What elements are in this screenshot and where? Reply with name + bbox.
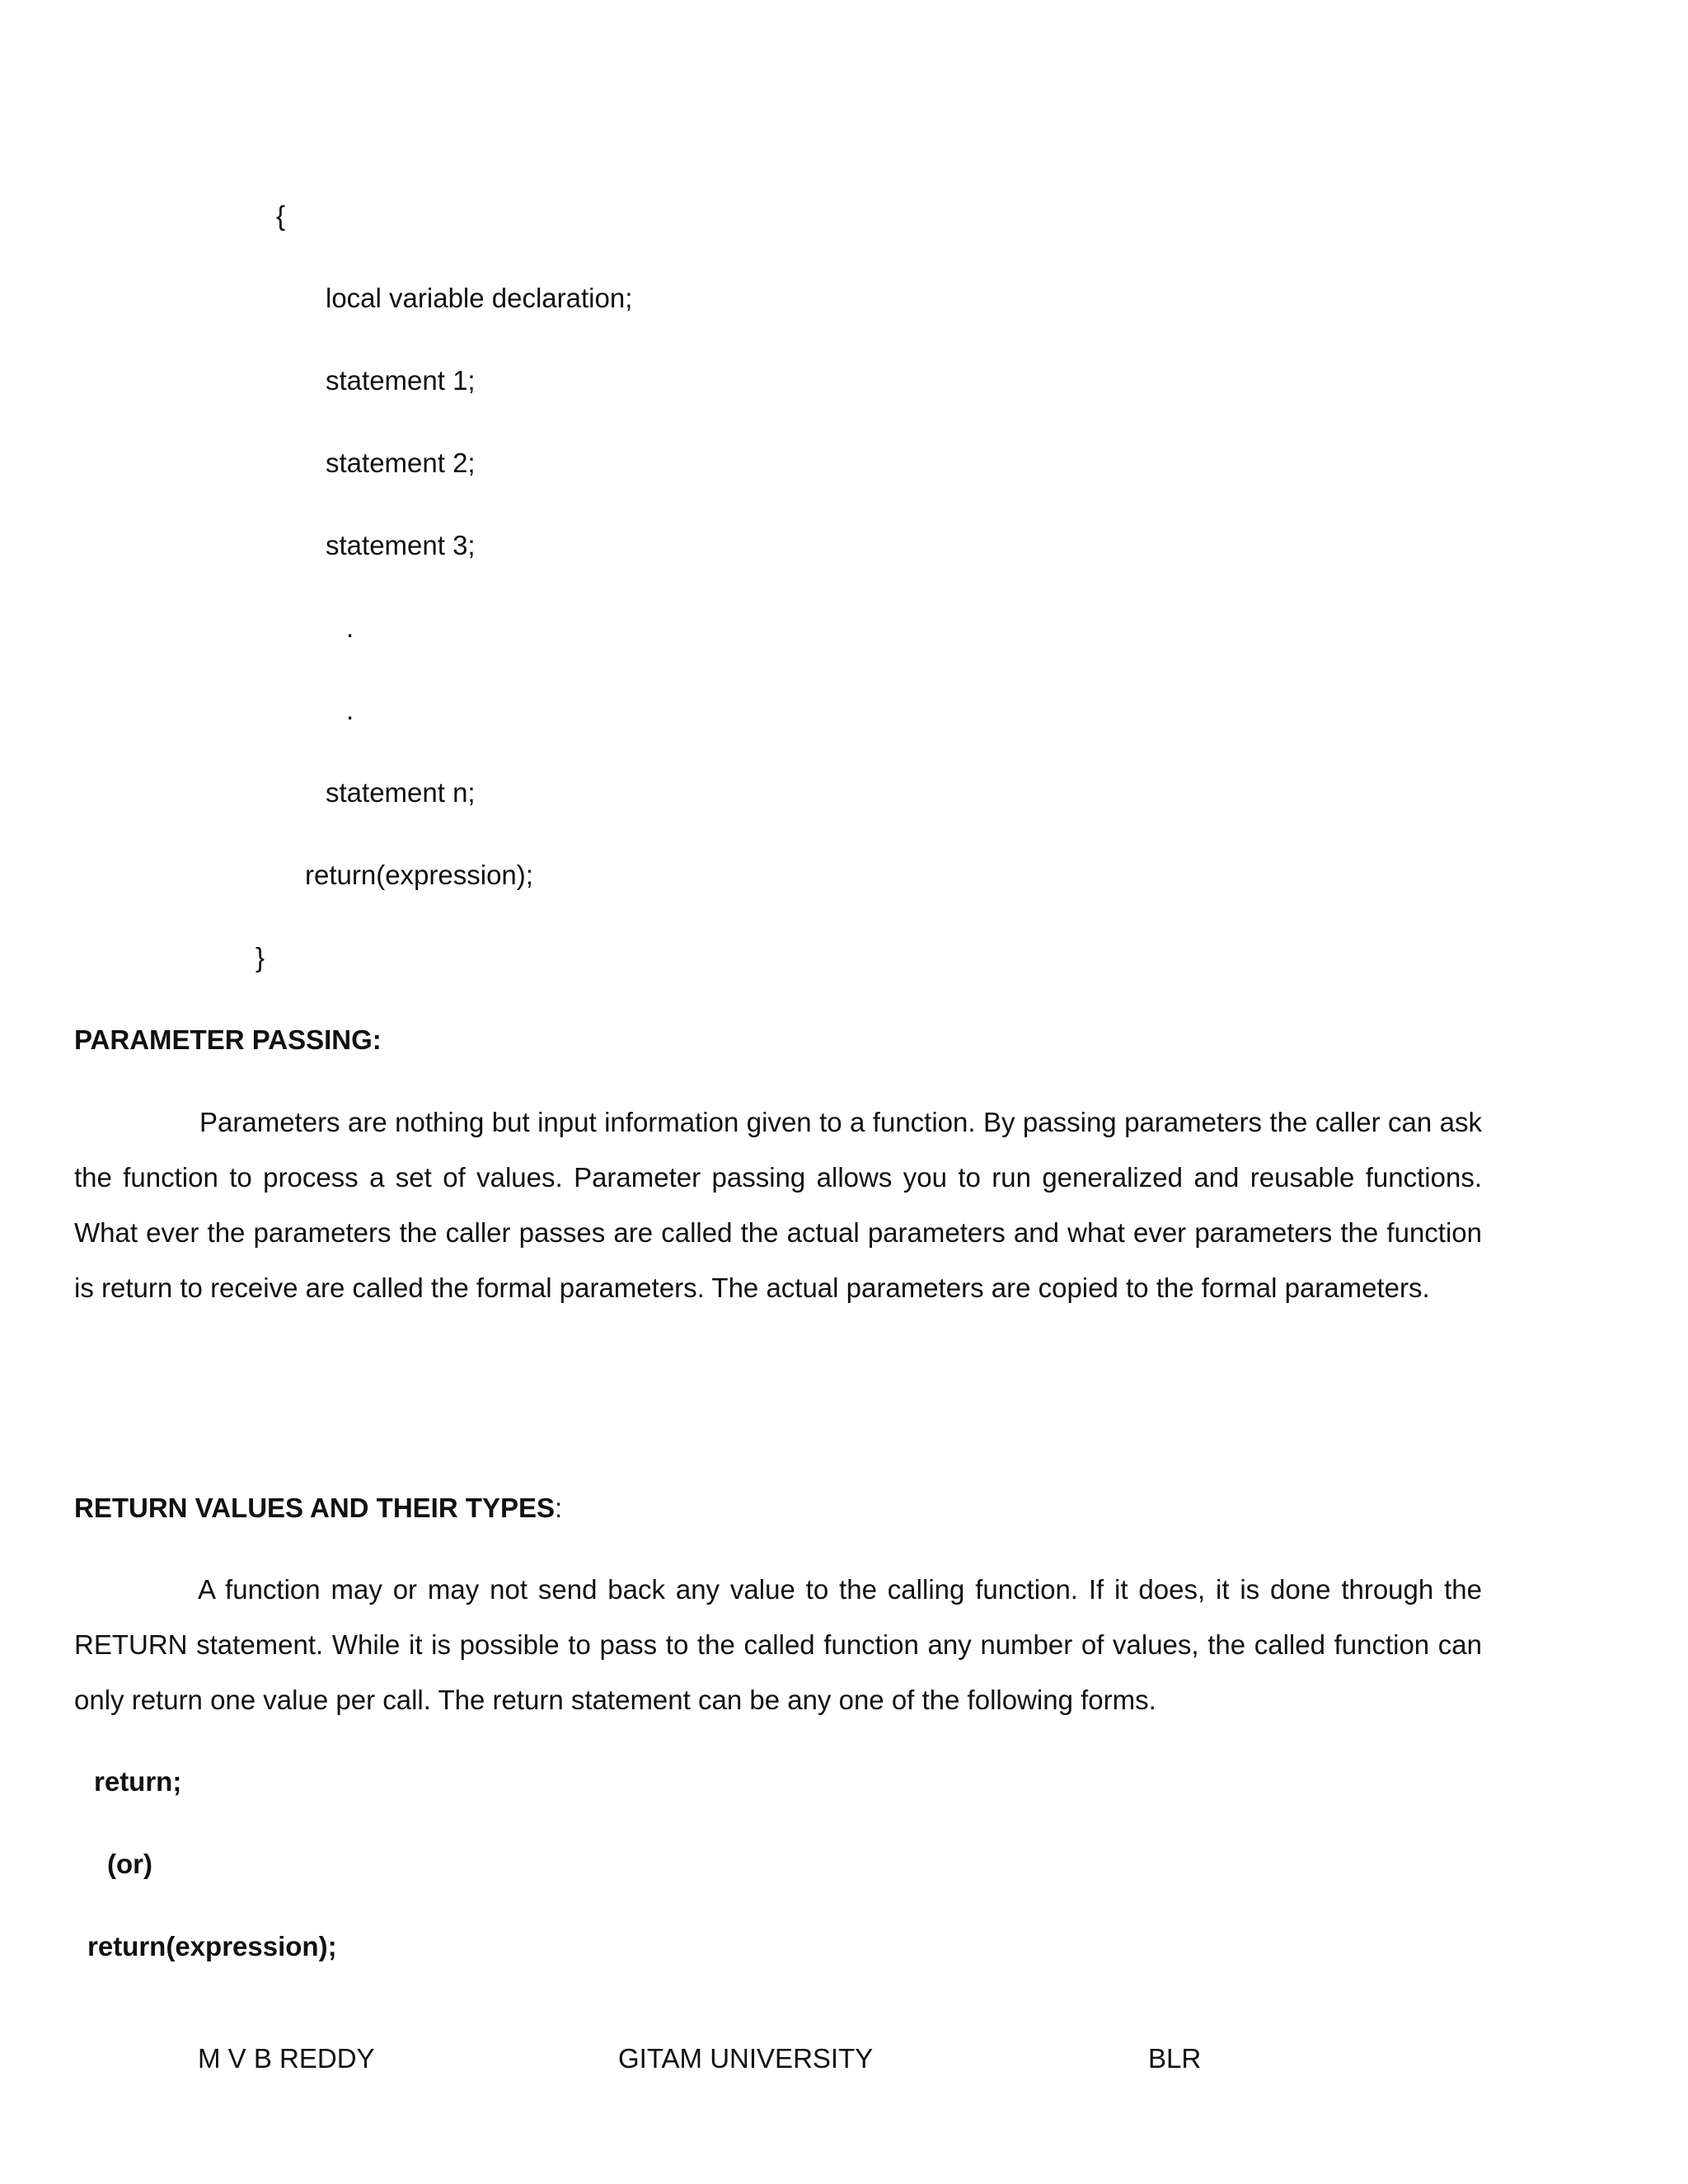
return-form-or: (or) bbox=[107, 1849, 152, 1879]
paragraph-parameter-passing: Parameters are nothing but input information given to a function. By passing parameters the caller can ask the function to process a set of values. Parameter passing allows you to run generalized and reusable functions. What ever the parameters the caller passes are called the actual parameters and what ever parameters the function is return to receive are called the formal parameters. The actual parameters are copied to the formal parameters. bbox=[74, 1107, 1482, 1303]
return-form: return(expression); bbox=[87, 1931, 337, 1961]
heading-colon: : bbox=[555, 1493, 563, 1523]
section-heading-parameter-passing: PARAMETER PASSING: bbox=[74, 1024, 382, 1055]
code-open-brace: { bbox=[276, 200, 286, 231]
footer-location: BLR bbox=[1148, 2043, 1202, 2074]
footer-institution: GITAM UNIVERSITY bbox=[618, 2043, 874, 2074]
section-heading-return-values bbox=[74, 1492, 562, 1525]
code-ellipsis-dot: . bbox=[346, 612, 354, 643]
code-line: statement 2; bbox=[326, 448, 476, 478]
code-close-brace: } bbox=[256, 942, 265, 972]
footer-author: M V B REDDY bbox=[198, 2043, 375, 2074]
return-form: return; bbox=[94, 1766, 182, 1797]
code-return-line: return(expression); bbox=[305, 860, 533, 890]
code-ellipsis-dot: . bbox=[346, 695, 354, 725]
code-line: statement 3; bbox=[326, 530, 476, 560]
code-line: statement n; bbox=[326, 777, 476, 808]
paragraph-return-values: A function may or may not send back any value to the calling function. If it does, it is done through the RETURN statement. While it is possible to pass to the called function any number of values, the called function can only return one value per call. The return statement can be any one of the following forms. bbox=[74, 1574, 1482, 1715]
code-line: local variable declaration; bbox=[326, 283, 633, 313]
heading-text: RETURN VALUES AND THEIR TYPES bbox=[74, 1493, 556, 1523]
code-line: statement 1; bbox=[326, 365, 476, 396]
